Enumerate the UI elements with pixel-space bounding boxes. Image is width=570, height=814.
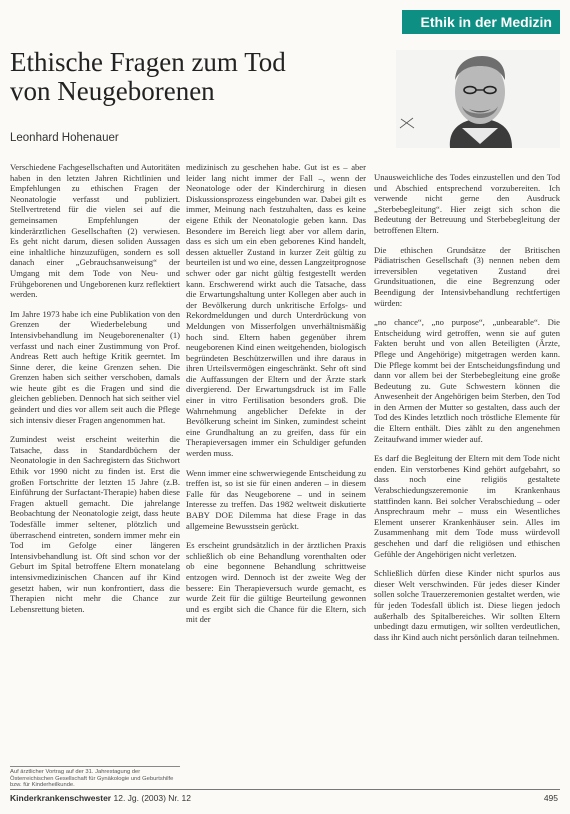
paragraph: Es darf die Begleitung der Eltern mit dem Tode nicht enden. Ein verstorbenes Kind gehört aufgebahrt, so dass noch eine religiös gestaltete Verabschiedungszeremonie im Krankenhaus stattfinden kann. Bei solcher Verabschiedung – oder Ansprechraum mehr – muss ein Wesentliches Element unserer Krankenhäuser sein. Alles im Zusammenhang mit dem Tode muss würdevoll geschehen und darf die religiösen und ethischen Gefühle der Angehörigen nicht verletzen. [374, 453, 560, 559]
paragraph: Zumindest weist erscheint weiterhin die Tatsache, dass in Standardbüchern der Neonatologie in den Sachregistern das Stichwort Ethik vor 1990 nicht zu finden ist. Erst die großen Fortschritte der letzten 15 Jahre (z.B. Einführung der Surfactant-Therapie) haben diese Fragen aktuell gemacht. Die jahrelange Beobachtung der Neonatologie zeigt, dass heute Todesfälle immer seltener, plötzlich und überraschend eintreten, sondern immer mehr ein Tod im Gefolge einer längeren Intensivbehandlung ist. Oft sind schon vor der Geburt im Spital betroffene Eltern monatelang intensivmedizinischen Chancen auf ihr Kind gesetzt haben, wir nun konfrontiert, dass die Therapien nicht mehr die Chance zur Lebensrettung bieten. [10, 434, 180, 614]
title-line-1: Ethische Fragen zum Tod [10, 47, 286, 77]
article-title [10, 48, 310, 106]
paragraph: Wenn immer eine schwerwiegende Entscheidung zu treffen ist, so ist sie für einen anderen – in diesem Falle für das Neugeborene – und in seinem Interesse zu treffen. Das 1982 weltweit diskutierte BABY DOE Dilemma hat diese Frage in das allgemeine Bewusstsein gerückt. [186, 467, 366, 531]
paragraph: Verschiedene Fachgesellschaften und Autoritäten haben in den letzten Jahren Richtlinien und Empfehlungen zu ethischen Fragen der Neonatologie verfasst und publiziert. Stellvertretend für die vielen sei auf die gemeinsamen Empfehlungen der kinderärztlichen Gesellschaften (2) verwiesen. Es geht nicht darum, diesen soliden Aussagen eine inhaltliche hinzuzufügen, sondern es soll danach einer „Gebrauchsanweisung“ der Umgang mit dem Tode von Neu- und Frühgeborenen und Ungeborenen kurz reflektiert werden. [10, 162, 180, 300]
author-name: Leonhard Hohenauer [10, 132, 119, 144]
journal-issue: 12. Jg. (2003) Nr. 12 [113, 793, 191, 803]
paragraph: Schließlich dürfen diese Kinder nicht spurlos aus dieser Welt verschwinden. Für jedes dieser Kinder sollen solche Trauerzeremonien gestaltet werden, wie für jeden Todesfall üblich ist. Diese liegen jedoch außerhalb des Spitalbereiches. Wir sollten Eltern unbedingt dazu ermutigen, wir sollten verdeutlichen, dass ihr Kind auch nicht persönlich daran teilnehmen. [374, 568, 560, 642]
paragraph: „no chance“, „no purpose“, „unbearable“. Die Entscheidung wird getroffen, wenn sie auf guten Fakten beruht und von allen Beteiligten (Ärzte, Pflege und Angehörige) mitgetragen werden kann. Die Pflege kommt bei der Entscheidungsfindung und dann vor allem bei der Sterbebegleitung eine große Bedeutung zu. Gute Schwestern können die Anwesenheit der Angehörigen beim Sterben, den Tod in den Armen der Mutter so gestalten, dass auch der Tod des Kindes letztlich noch tröstliche Elemente für die Eltern enthält. Dies zählt zu den angenehmen Zeitaufwand immer wieder auf. [374, 317, 560, 444]
pen-mark [398, 116, 416, 130]
paragraph: Es erscheint grundsätzlich in der ärztlichen Praxis schließlich ob eine Behandlung vorenthalten oder ob eine begonnene Behandlung schrittweise entzogen wird. Dennoch ist der zweite Weg der bessere: Ein Therapieversuch wurde gemacht, es wurde Zeit für die gültige Beurteilung gewonnen und es ergibt sich die Chance für die Eltern, sich mit der [186, 540, 366, 625]
paragraph: Unausweichliche des Todes einzustellen und den Tod und Abschied entsprechend vorzubereiten. Ich verwende nicht gerne den Ausdruck „Sterbebegleitung“. Hier zeigt sich schon die Bedeutung der Betreuung und Sterbebegleitung der betroffenen Eltern. [374, 172, 560, 235]
portrait-photo [396, 50, 560, 148]
page-number: 495 [543, 793, 558, 803]
column-3 [374, 172, 560, 651]
column-1 [10, 162, 180, 623]
paragraph: medizinisch zu geschehen habe. Gut ist es – aber leider lang nicht immer der Fall –, wenn der Neonatologe oder der Kinderchirurg in diesen Diskussionsprozess eingebunden war. Dabei gilt es immer, Meinung nach festzuhalten, dass es keine eigene Ethik der Neonatologie geben kann. Das Besondere im Bereich liegt aber vor allem darin, dass es sich um ein eben geborenes Kind handelt, dessen aktueller Zustand in kurzer Zeit gültig zu beurteilen ist und wo eine, dessen Langzeitprognose schwer oder gar nicht gültig festgestellt werden kann. Erschwerend wirkt auch die Tatsache, dass die Erwartungshaltung unter Kollegen aber auch in der Bevölkerung durch unkritische Erfolgs- und Rekordmeldungen und durch Unterdrückung von Meldungen von Misserfolgen unverhältnismäßig hoch sind. Eltern haben gegenüber ihrem neugeborenen Kind einen weitgehenden, biologisch begründeten Beschützerwillen und ihre daraus in ihren Urteilsvermögen eingeschränkt. Sehr oft sind die Auffassungen der Eltern und der Ärzte stark divergierend. Der Erwartungsdruck ist im Falle einer in vitro Fertilisation besonders groß. Die Wahrnehmung angeblicher Defekte in der Bevölkerung scheint im Sinken, zumindest scheint eine Grundhaltung an zu greifen, dass für ein Therapieversagen immer ein Schuldiger gefunden werden muss. [186, 162, 366, 459]
section-header: Ethik in der Medizin [402, 10, 560, 34]
author-portrait [396, 50, 560, 148]
column-2 [186, 162, 366, 634]
journal-name: Kinderkrankenschwester [10, 793, 112, 803]
paragraph: Die ethischen Grundsätze der Britischen Pädiatrischen Gesellschaft (3) nennen neben dem irreversiblen vegetativen Zustand drei Grundsituationen, die eine Begrenzung oder Beendigung der Intensivbehandlung rechtfertigen würden: [374, 244, 560, 308]
paragraph: Im Jahre 1973 habe ich eine Publikation von den Grenzen der Wiederbelebung und Intensivbehandlung im Neugeborenenalter (1) verfasst und nach einer Zustimmung von Prof. Andreas Rett auch heftige Kritik geerntet. Im Sinne derer, die keine Grenzen sehen. Die Grenzen haben sich seither verschoben, damals wie heute gibt es die Fragen und sind die gleichen geblieben. Dennoch hat sich seither viel geändert und dies vor allem seit auch die Pflege sich intensiv dieser Fragen angenommen hat. [10, 308, 180, 425]
footer-divider [10, 789, 560, 790]
title-line-2: von Neugeborenen [10, 76, 215, 106]
footnote: Auf ärztlicher Vortrag auf der 31. Jahrestagung der Österreichischen Gesellschaft für Gynäkologie und Geburtshilfe bzw. für Kinderheilkunde. [10, 766, 180, 789]
journal-footer [10, 793, 191, 803]
